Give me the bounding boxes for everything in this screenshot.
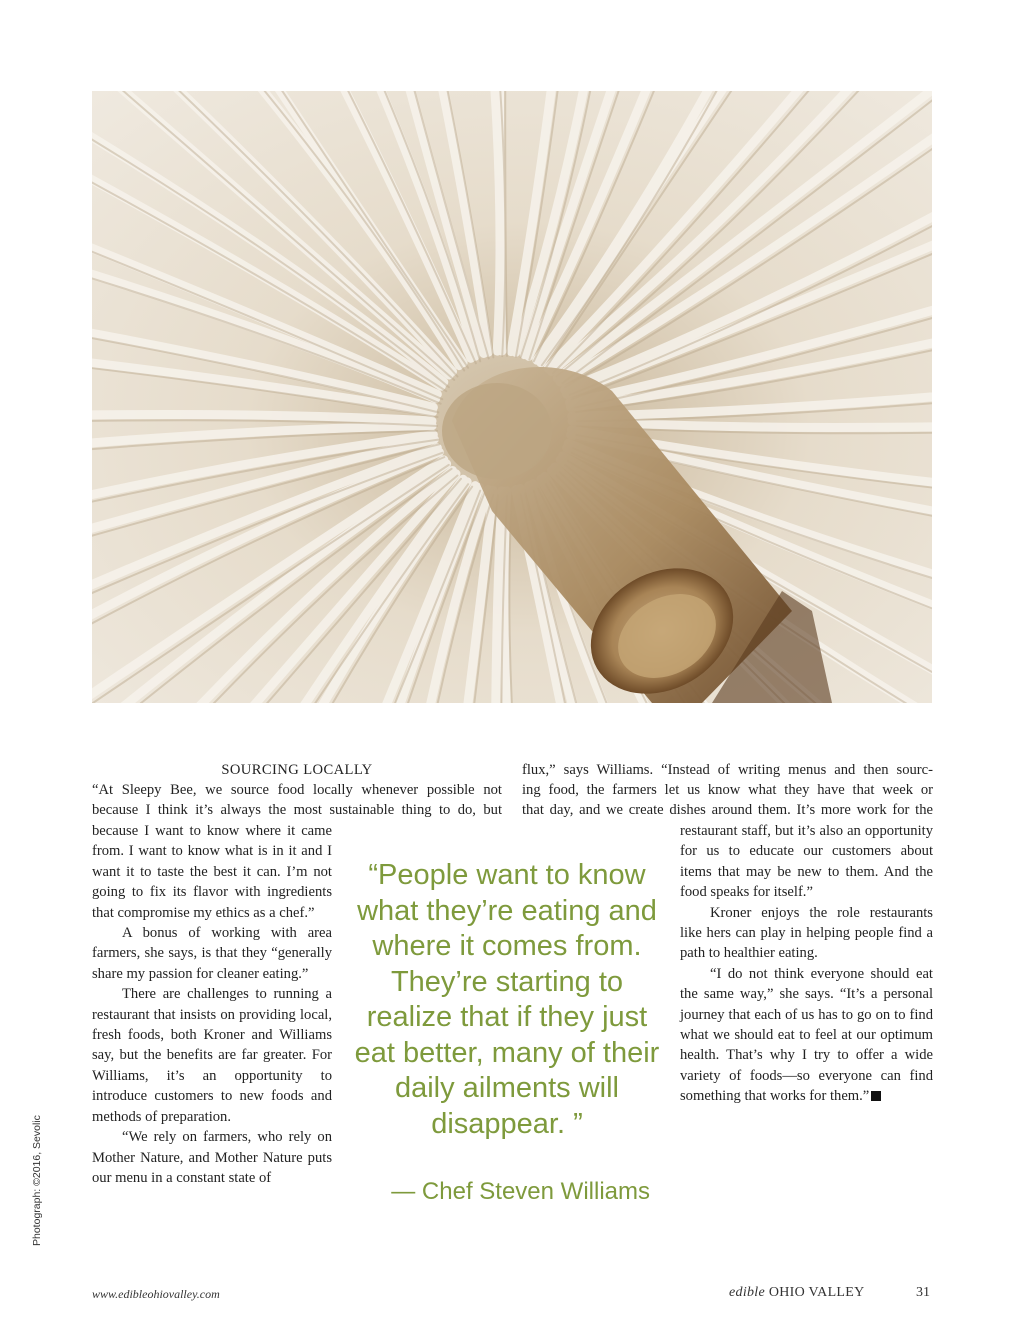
- right-span-line-1: flux,” says Williams. “Instead of writing menus and then sourc-: [522, 762, 933, 778]
- right-paragraph-2: Kroner enjoys the role restaurants like hers can play in helping people find a path to healthier eating.: [680, 904, 933, 962]
- left-paragraph-4: “We rely on farmers, who rely on Mother Nature, and Mother Nature puts our menu in a constant state of: [92, 1129, 332, 1186]
- right-paragraph-1: restaurant staff, but it’s also an opportunity for us to educate our customers about items that may be new to them. And the food speaks for itself.”: [680, 823, 933, 901]
- photo-credit: Photograph: ©2016, Sevolic: [31, 1115, 43, 1246]
- footer-brand: [729, 1285, 865, 1301]
- left-span-line-1: “At Sleepy Bee, we source food locally whenever possible not: [92, 782, 502, 798]
- right-span-line-3: that day, and we create dishes around them. It’s more work for the: [522, 802, 933, 818]
- section-heading: SOURCING LOCALLY: [221, 762, 373, 778]
- end-square-icon: [871, 1091, 881, 1101]
- left-paragraph-2: A bonus of working with area farmers, she says, is that they “generally share my passion for cleaner eating.”: [92, 925, 332, 982]
- right-column: [680, 821, 933, 1107]
- left-paragraph-3: There are challenges to running a restaurant that insists on providing local, fresh foods, both Kroner and Williams say, but the benefits are far greater. For Williams, it’s an opportunity to introduce customers to new foods and methods of preparation.: [92, 986, 332, 1125]
- footer-brand-rest: OHIO VALLEY: [765, 1285, 865, 1300]
- page-number: 31: [916, 1285, 930, 1300]
- footer-url: www.edibleohiovalley.com: [92, 1287, 220, 1301]
- mushroom-photo: [92, 91, 932, 703]
- right-span-line-2: ing food, the farmers let us know what they have that week or: [522, 782, 933, 798]
- left-paragraph-1: because I want to know where it came from. I want to know what is in it and I want it to taste the best it can. I’m not going to fix its flavor with ingredients that compromise my ethics as a chef.”: [92, 823, 332, 921]
- left-span-line-2: because I think it’s always the most sustainable thing to do, but: [92, 802, 502, 818]
- right-paragraph-3-text: “I do not think everyone should eat the same way,” she says. “It’s a personal journey that each of us has to go on to find what we should eat to feel at our optimum health. That’s why I try to offer a wide variety of foods—so everyone can find something that works for them.”: [680, 965, 933, 1105]
- pull-quote: “People want to know what they’re eating and where it comes from. They’re starting to realize that if they just eat better, many of their daily ailments will disappear. ”: [354, 859, 660, 1140]
- footer-brand-italic: edible: [729, 1285, 766, 1300]
- mushroom-photo-image: [92, 91, 932, 703]
- quote-attribution: — Chef Steven Williams: [391, 1178, 650, 1205]
- left-column: [92, 821, 332, 1188]
- right-paragraph-3: [680, 964, 933, 1107]
